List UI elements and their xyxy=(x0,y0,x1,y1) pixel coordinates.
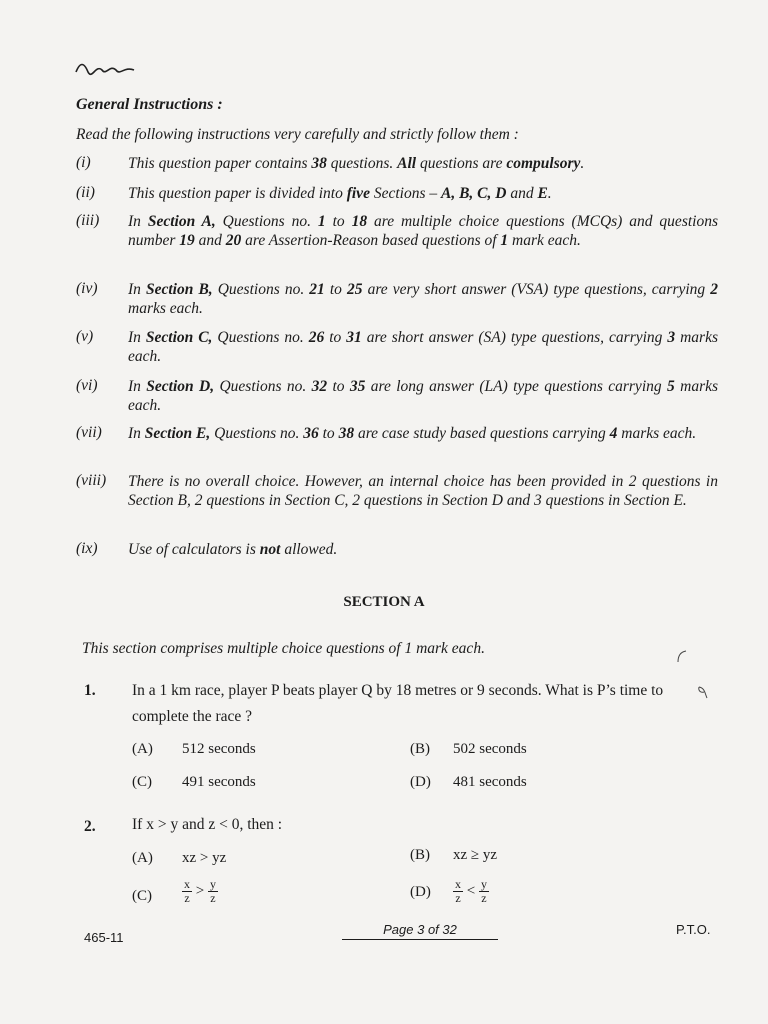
fraction-denominator: z xyxy=(184,891,190,905)
comparison-operator: > xyxy=(195,882,205,899)
option-label: (A) xyxy=(132,850,153,866)
instruction-text: Use of calculators is not allowed. xyxy=(128,541,338,558)
option-label: (B) xyxy=(410,741,430,757)
option-text: xz > yz xyxy=(182,850,227,866)
general-instructions-title: General Instructions : xyxy=(76,96,223,113)
instruction-number: (iv) xyxy=(76,280,98,297)
fraction-numerator: y xyxy=(209,877,216,891)
instruction-number: (viii) xyxy=(76,472,107,489)
pto-label: P.T.O. xyxy=(676,922,711,937)
fraction-denominator: z xyxy=(455,891,461,905)
question-text: In a 1 km race, player P beats player Q by 18 metres or 9 seconds. What is P’s time to complete the race ? xyxy=(132,682,664,725)
instruction-text: This question paper contains 38 questions. All questions are compulsory. xyxy=(128,155,585,172)
fraction-numerator: x xyxy=(455,877,461,891)
section-intro: This section comprises multiple choice questions of 1 mark each. xyxy=(82,640,485,657)
option-label: (B) xyxy=(410,847,430,863)
option-label: (A) xyxy=(132,741,153,757)
option-text: 512 seconds xyxy=(182,741,256,757)
instruction-number: (v) xyxy=(76,328,94,345)
instruction-number: (vii) xyxy=(76,424,102,441)
paper-code: 465-11 xyxy=(84,930,124,945)
fraction-expression xyxy=(453,878,489,905)
pen-mark-icon xyxy=(674,648,690,664)
question-number: 1. xyxy=(84,682,96,699)
instruction-number: (ix) xyxy=(76,540,98,557)
fraction-numerator: y xyxy=(480,877,487,891)
option-label: (C) xyxy=(132,774,152,790)
instruction-text: In Section A, Questions no. 1 to 18 are multiple choice questions (MCQs) and questions number 19 and 20 are Assertion-Reason based questions of 1 mark each. xyxy=(128,213,718,249)
general-instructions-intro: Read the following instructions very carefully and strictly follow them : xyxy=(76,126,519,143)
handwritten-squiggle-icon xyxy=(74,60,136,80)
fraction-denominator: z xyxy=(210,891,216,905)
instruction-number: (vi) xyxy=(76,377,98,394)
page-number: Page 3 of 32 xyxy=(342,922,498,940)
instruction-text: In Section B, Questions no. 21 to 25 are very short answer (VSA) type questions, carrying 2 marks each. xyxy=(128,281,719,317)
option-text: 481 seconds xyxy=(453,774,527,790)
option-label: (C) xyxy=(132,888,152,904)
option-text: xz ≥ yz xyxy=(453,847,498,863)
pen-mark-icon xyxy=(696,684,710,700)
option-text: 491 seconds xyxy=(182,774,256,790)
question-text: If x > y and z < 0, then : xyxy=(132,816,283,833)
instruction-text: There is no overall choice. However, an internal choice has been provided in 2 questions in Section B, 2 questions in Section C, 2 questions in Section D and 3 questions in Section E. xyxy=(128,473,718,509)
fraction-numerator: x xyxy=(184,877,190,891)
instruction-text: This question paper is divided into five Sections – A, B, C, D and E. xyxy=(128,185,552,202)
comparison-operator: < xyxy=(466,882,476,899)
instruction-number: (i) xyxy=(76,154,91,171)
section-title: SECTION A xyxy=(343,594,425,610)
option-label: (D) xyxy=(410,884,431,900)
instruction-text: In Section E, Questions no. 36 to 38 are case study based questions carrying 4 marks each. xyxy=(128,425,697,442)
instruction-text: In Section D, Questions no. 32 to 35 are long answer (LA) type questions carrying 5 marks each. xyxy=(128,378,719,414)
instruction-text: In Section C, Questions no. 26 to 31 are short answer (SA) type questions, carrying 3 marks each. xyxy=(128,329,718,365)
instruction-number: (ii) xyxy=(76,184,95,201)
fraction-denominator: z xyxy=(481,891,487,905)
fraction-expression xyxy=(182,878,218,905)
option-text: 502 seconds xyxy=(453,741,527,757)
question-number: 2. xyxy=(84,818,96,835)
option-label: (D) xyxy=(410,774,431,790)
instruction-number: (iii) xyxy=(76,212,100,229)
